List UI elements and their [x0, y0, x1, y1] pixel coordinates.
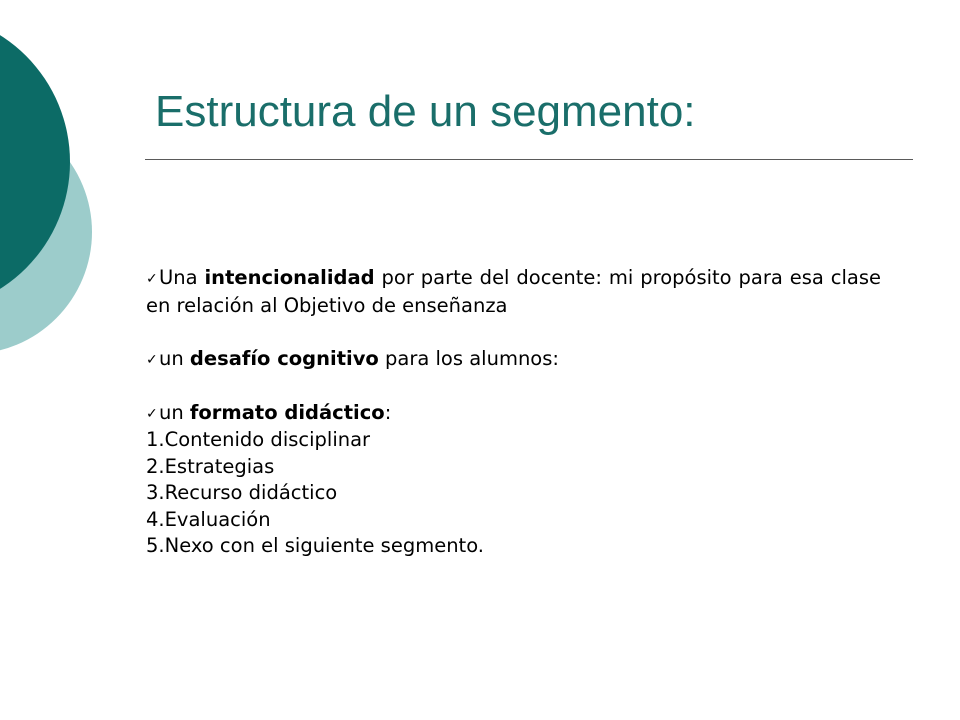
bullet-intencionalidad — [146, 265, 881, 319]
list-item: 5.Nexo con el siguiente segmento. — [146, 534, 484, 557]
list-item: 3.Recurso didáctico — [146, 481, 338, 504]
bullet-text-post: para los alumnos: — [378, 346, 559, 370]
bullet-text-pre: Una — [159, 266, 205, 289]
list-item: 4.Evaluación — [146, 507, 271, 531]
numbered-list — [146, 427, 881, 560]
bullet-desafio — [146, 346, 881, 374]
checkmark-icon: ✓ — [146, 405, 158, 422]
checkmark-icon: ✓ — [146, 351, 158, 368]
bullet-text-post: por parte del docente: mi propósito para esa clase en relación al Objetivo de enseñanza — [146, 266, 881, 317]
bullet-text-pre: un — [159, 346, 190, 370]
bullet-text-bold: formato didáctico — [189, 400, 385, 424]
slide-body — [146, 265, 881, 560]
list-item: 2.Estrategias — [146, 454, 275, 478]
list-item: 1.Contenido disciplinar — [146, 428, 371, 451]
bullet-text-bold: desafío cognitivo — [189, 346, 379, 370]
bullet-text-post: : — [384, 400, 392, 424]
bullet-text-bold: intencionalidad — [204, 266, 375, 289]
bullet-formato — [146, 400, 881, 428]
bullet-text-pre: un — [159, 400, 190, 424]
title-divider — [145, 159, 913, 160]
decorative-circles — [0, 0, 120, 420]
slide-title: Estructura de un segmento: — [155, 87, 696, 136]
checkmark-icon: ✓ — [146, 271, 158, 287]
